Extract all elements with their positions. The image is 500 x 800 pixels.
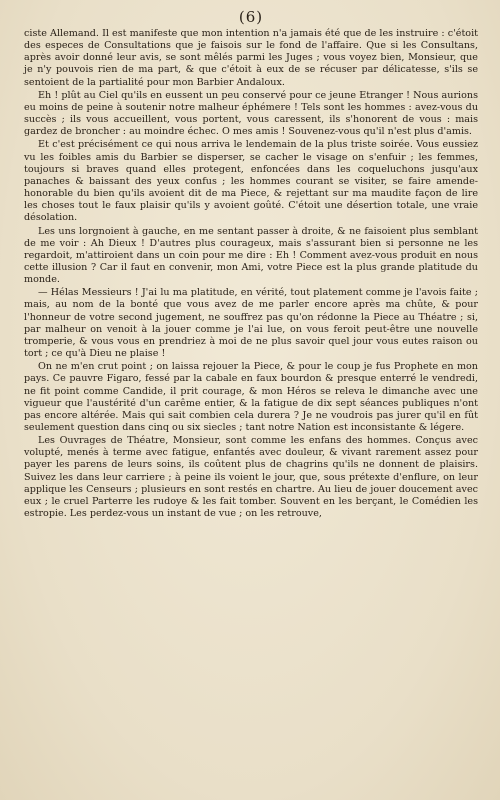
page-number: (6) [238, 8, 264, 26]
paragraph: ciste Allemand. Il est manifeste que mon intention n'a jamais été que de les instruire : c'étoit des especes de Consultations que je faisois sur le fond de l'affaire. Que si les Consultans, après avoir donné leur avis, se sont mêlés parmi les Juges ; vous voyez bien, Monsieur, que je n'y pouvois rien de ma part, & que c'étoit à eux de se récuser par délicatesse, s'ils se sentoient de la partialité pour mon Barbier Andaloux. [24, 28, 478, 88]
paragraph: Eh ! plût au Ciel qu'ils en eussent un peu conservé pour ce jeune Etranger ! Nous aurions eu moins de peine à soutenir notre malheur éphémere ! Tels sont les hommes : avez-vous du succès ; ils vous accueillent, vous portent, vous caressent, ils s'honorent de vous : mais gardez de broncher : au moindre échec. O mes amis ! Souvenez-vous qu'il n'est plus d'amis. [24, 89, 478, 138]
paragraph: Les Ouvrages de Théatre, Monsieur, sont comme les enfans des hommes. Conçus avec volupté, menés à terme avec fatigue, enfantés avec douleur, & vivant rarement assez pour payer les parens de leurs soins, ils coûtent plus de chagrins qu'ils ne donnent de plaisirs. Suivez les dans leur carriere ; à peine ils voient le jour, que, sous prétexte d'enflure, on leur applique les Censeurs ; plusieurs en sont restés en chartre. Au lieu de jouer doucement avec eux ; le cruel Parterre les rudoye & les fait tomber. Souvent en les berçant, le Comédien les estropie. Les perdez-vous un instant de vue ; on les retrouve, [24, 435, 478, 520]
paragraph: — Hélas Messieurs ! J'ai lu ma platitude, en vérité, tout platement comme je l'avois faite ; mais, au nom de la bonté que vous avez de me parler encore après ma chûte, & pour l'honneur de votre second jugement, ne souffrez pas qu'on rédonne la Piece au Théatre ; si, par malheur on venoit à la jouer comme je l'ai lue, on vous feroit peut-être une nouvelle tromperie, & vous vous en prendriez à moi de ne plus savoir quel jour vous eutes raison ou tort ; ce qu'à Dieu ne plaise ! [24, 287, 478, 360]
paragraph: Les uns lorgnoient à gauche, en me sentant passer à droite, & ne faisoient plus semblant de me voir : Ah Dieux ! D'autres plus courageux, mais s'assurant bien si personne ne les regardoit, m'attiroient dans un coin pour me dire : Eh ! Comment avez-vous produit en nous cette illusion ? Car il faut en convenir, mon Ami, votre Piece est la plus grande platitude du monde. [24, 225, 478, 286]
paragraph: On ne m'en crut point ; on laissa rejouer la Piece, & pour le coup je fus Prophete en mon pays. Ce pauvre Figaro, fessé par la cabale en faux bourdon & presque enterré le vendredi, ne fit point comme Candide, il prit courage, & mon Héros se releva le dimanche avec une vigueur que l'austérité d'un carême entier, & la fatigue de dix sept séances publiques n'ont pas encore altérée. Mais qui sait combien cela durera ? Je ne voudrois pas jurer qu'il en fût seulement question dans cinq ou six siecles ; tant notre Nation est inconsistante & légere. [24, 361, 478, 433]
paragraph: Et c'est précisément ce qui nous arriva le lendemain de la plus triste soirée. Vous eussiez vu les foibles amis du Barbier se disperser, se cacher le visage on s'enfuir ; les femmes, toujours si braves quand elles protegent, enfoncées dans les coqueluchons jusqu'aux panaches & baissant des yeux confus ; les hommes courant se visiter, se faire amende-honorable du bien qu'ils avoient dit de ma Piece, & rejettant sur ma maudite façon de lire les choses tout le faux plaisir qu'ils y avoient goûté. C'étoit une désertion totale, une vraie désolation. [24, 139, 478, 224]
page-body [24, 28, 478, 520]
